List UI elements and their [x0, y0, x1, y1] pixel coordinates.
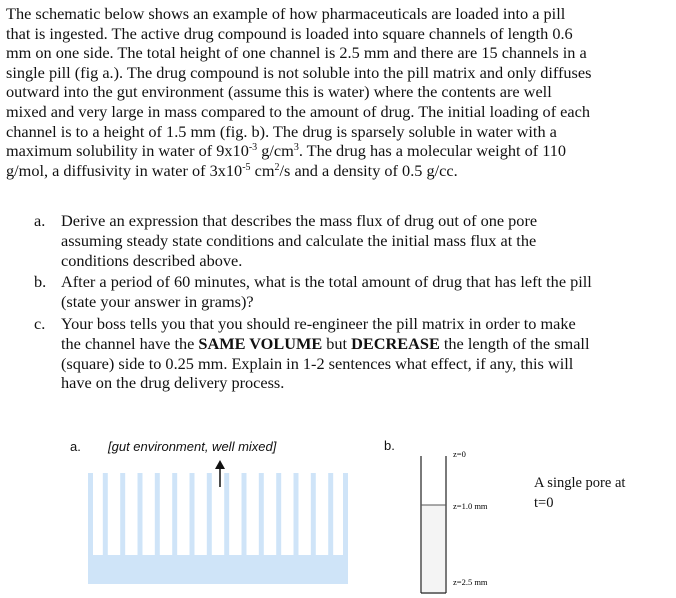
question-line: (state your answer in grams)? — [61, 292, 254, 312]
question-marker: b. — [34, 272, 47, 292]
question-line: assuming steady state conditions and calculate the initial mass flux at the — [61, 230, 537, 250]
solubility-unit: g/cm — [257, 141, 294, 161]
channel-wall — [190, 473, 195, 556]
channel-wall — [207, 473, 212, 556]
pore-caption-line1: A single pore at — [534, 475, 626, 491]
question-list — [34, 211, 674, 395]
drug-loading — [422, 505, 445, 592]
channel-wall — [294, 473, 299, 556]
channel-wall — [88, 473, 93, 556]
channel-wall — [328, 473, 333, 556]
question-line: have on the drug delivery process. — [61, 373, 285, 393]
figure-b-label: b. — [384, 438, 395, 453]
solubility-text: maximum solubility in water of 9x10 — [6, 141, 249, 161]
channel-wall — [103, 473, 108, 556]
diffusion-arrow — [215, 460, 225, 487]
question-text: the channel have the — [61, 333, 199, 353]
channel-wall — [343, 473, 348, 556]
intro-line: single pill (fig a.). The drug compound is not soluble into the pill matrix and only diffuses — [6, 62, 592, 82]
diffusivity-unit: cm — [250, 160, 275, 180]
question-a — [34, 211, 674, 270]
z0-label: z=0 — [453, 449, 466, 459]
figure-a-label: a. — [70, 439, 81, 454]
volume-exponent: 3 — [293, 142, 299, 154]
question-line: Derive an expression that describes the mass flux of drug out of one pore — [61, 211, 538, 230]
emphasis-same-volume: SAME VOLUME — [198, 333, 323, 353]
channel-wall — [311, 473, 316, 556]
diffusivity-exponent: -5 — [242, 161, 251, 173]
channel-wall — [224, 473, 229, 556]
molecular-weight-text: . The drug has a molecular weight of 110 — [298, 141, 567, 161]
emphasis-decrease: DECREASE — [351, 333, 440, 353]
pore-caption-line2: t=0 — [534, 495, 554, 511]
channel-wall — [155, 473, 160, 556]
channel-wall — [242, 473, 247, 556]
intro-line: that is ingested. The active drug compound is loaded into square channels of length 0.6 — [6, 23, 573, 43]
question-text: but — [322, 333, 352, 353]
intro-line: The schematic below shows an example of how pharmaceuticals are loaded into a pill — [6, 4, 566, 23]
intro-line: mm on one side. The total height of one channel is 2.5 mm and there are 15 channels in a — [6, 43, 587, 63]
channel-wall — [259, 473, 264, 556]
solubility-exponent: -3 — [248, 142, 258, 154]
density-text: /s and a density of 0.5 g/cc. — [279, 160, 458, 180]
z2-label: z=2.5 mm — [453, 577, 488, 587]
intro-line: mixed and very large in mass compared to the amount of drug. The initial loading of each — [6, 101, 591, 121]
question-line: After a period of 60 minutes, what is the total amount of drug that has left the pill — [61, 272, 592, 292]
channel-wall — [138, 473, 143, 556]
question-c — [34, 314, 674, 393]
intro-line: outward into the gut environment (assume this is water) where the contents are well — [6, 82, 552, 102]
question-line — [61, 334, 674, 354]
question-line: (square) side to 0.25 mm. Explain in 1-2 sentences what effect, if any, this will — [61, 353, 574, 373]
channel-wall — [172, 473, 177, 556]
pill-matrix — [88, 473, 348, 584]
intro-line-solubility — [6, 141, 670, 161]
intro-line: channel is to a height of 1.5 mm (fig. b). The drug is sparsely soluble in water with a — [6, 121, 557, 141]
channel-wall — [120, 473, 125, 556]
question-line: Your boss tells you that you should re-engineer the pill matrix in order to make — [61, 313, 576, 333]
pill-base — [88, 555, 348, 584]
intro-line-diffusivity — [6, 161, 670, 181]
question-marker: c. — [34, 313, 46, 333]
question-line: conditions described above. — [61, 250, 243, 270]
diffusivity-text: g/mol, a diffusivity in water of 3x10 — [6, 160, 243, 180]
question-text: the length of the small — [439, 333, 590, 353]
z1-label: z=1.0 mm — [453, 501, 488, 511]
area-exponent: 2 — [274, 161, 280, 173]
figure-schematic — [0, 428, 676, 598]
question-marker: a. — [34, 211, 46, 230]
single-pore — [421, 456, 446, 593]
question-b — [34, 272, 674, 312]
gut-environment-label: [gut environment, well mixed] — [108, 439, 277, 454]
channel-wall — [276, 473, 281, 556]
intro-paragraph — [6, 4, 670, 180]
